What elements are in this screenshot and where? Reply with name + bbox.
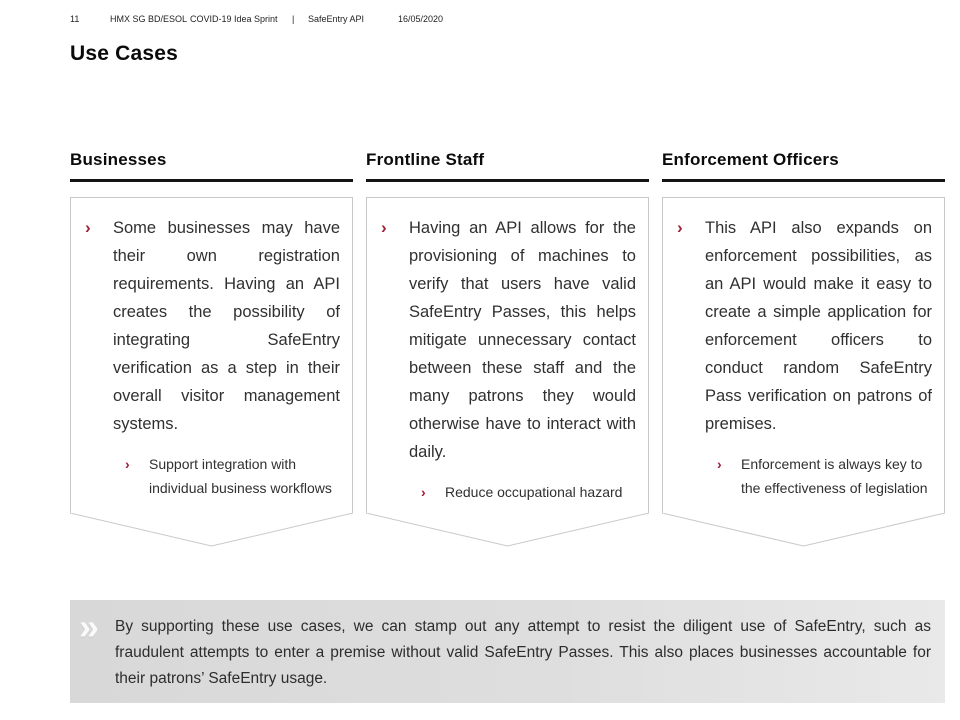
bullet-text: Some businesses may have their own registration requirements. Having an API creates the possibility of integrating SafeEntry verification as a step in their overall visitor management systems. [113,219,340,433]
column-heading: Frontline Staff [366,150,649,182]
card-pointer-shape [662,513,945,547]
slide-meta-bar [0,14,960,28]
bullet-item [381,214,636,466]
bullet-text: Having an API allows for the provisioning of machines to verify that users have valid SafeEntry Passes, this helps mitigate unnecessary contact between these staff and the many patrons they would otherwise have to interact with daily. [409,219,636,461]
sub-bullet-text: Support integration with individual business workflows [149,456,332,496]
column-heading: Enforcement Officers [662,150,945,182]
chevron-bullet-icon: › [381,218,387,237]
column-enforcement-officers [662,150,945,513]
chevron-bullet-icon: › [717,456,722,472]
summary-text: By supporting these use cases, we can stamp out any attempt to resist the diligent use of SafeEntry, such as fraudulent attempts to enter a premise without valid SafeEntry Passes. This also places businesses accountable for their patrons’ SafeEntry usage. [115,618,931,687]
project-label: SafeEntry API [308,14,365,24]
use-case-card [366,197,649,513]
org-unit-label: HMX SG [110,14,146,24]
sub-bullet-text: Reduce occupational hazard [445,484,623,500]
page-title: Use Cases [70,42,179,65]
sub-bullet-item [125,452,340,500]
summary-callout [70,600,945,703]
column-businesses [70,150,353,513]
chevron-bullet-icon: › [85,218,91,237]
bullet-text: This API also expands on enforcement possibilities, as an API would make it easy to create a simple application for enforcement officers to conduct random SafeEntry Pass verification on patrons of premises. [705,219,932,433]
sub-bullet-text: Enforcement is always key to the effectiveness of legislation [741,456,928,496]
card-pointer-shape [70,513,353,547]
double-chevron-icon: » [79,606,100,647]
column-frontline-staff [366,150,649,513]
bullet-item [677,214,932,438]
chevron-bullet-icon: › [677,218,683,237]
use-case-card [662,197,945,513]
use-case-columns [70,150,945,513]
slide-date: 16/05/2020 [398,14,444,24]
card-pointer-shape [366,513,649,547]
page-number: 11 [70,14,80,24]
meta-divider: | [292,14,295,24]
chevron-bullet-icon: › [421,484,426,500]
dept-label: BD/ESOL [148,14,188,24]
event-label: COVID-19 Idea Sprint [190,14,278,24]
sub-bullet-item [421,480,636,504]
column-heading: Businesses [70,150,353,182]
use-case-card [70,197,353,513]
chevron-bullet-icon: › [125,456,130,472]
sub-bullet-item [717,452,932,500]
bullet-item [85,214,340,438]
